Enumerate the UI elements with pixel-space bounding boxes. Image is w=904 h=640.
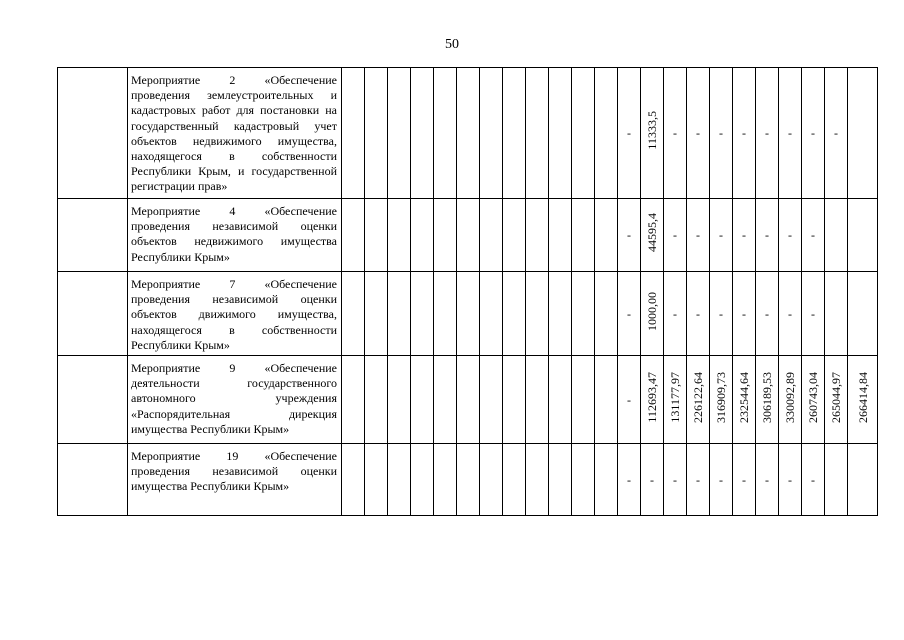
page-number: 50	[445, 37, 459, 52]
measure-description: Мероприятие 2 «Обеспечение проведения землеустроительных и кадастровых работ для постановки на государственный кадастровый учет объектов недвижимого имущества, находящегося в собственности Республики Крым, и государственной регистрации прав»	[128, 68, 342, 199]
code-cell	[58, 272, 128, 356]
value-cell: 1000,00	[645, 291, 659, 331]
measure-description: Мероприятие 7 «Обеспечение проведения независимой оценки объектов движимого имущества, находящегося в собственности Республики Крым»	[128, 272, 342, 356]
value-cell: -	[834, 126, 838, 140]
value-cell: 266414,84	[855, 371, 870, 423]
value-cell: -	[673, 228, 677, 242]
value-cell: -	[788, 306, 792, 321]
value-cell: 44595,4	[645, 213, 659, 252]
value-cell: 226122,64	[691, 371, 705, 423]
value-cell: 265044,97	[829, 371, 843, 423]
value-cell: -	[765, 472, 769, 487]
value-cell: -	[627, 126, 631, 140]
table-row	[58, 272, 878, 356]
value-cell: -	[627, 392, 631, 407]
value-cell: -	[696, 472, 700, 487]
budget-table	[57, 67, 878, 516]
code-cell	[58, 68, 128, 199]
value-cell: -	[811, 306, 815, 321]
value-cell: -	[742, 126, 746, 140]
value-cell: -	[742, 228, 746, 242]
value-cell: -	[765, 228, 769, 242]
value-cell: -	[765, 126, 769, 140]
measure-description: Мероприятие 9 «Обеспечение деятельности государственного автономного учреждения «Распорядительная дирекция имущества Республики Крым»	[128, 356, 342, 444]
value-cell: -	[719, 306, 723, 321]
value-cell: 330092,89	[783, 371, 797, 423]
value-cell: 306189,53	[760, 371, 774, 423]
code-cell	[58, 444, 128, 516]
value-cell: 11333,5	[645, 111, 659, 150]
value-cell: -	[811, 472, 815, 487]
value-cell: -	[788, 228, 792, 242]
table-row	[58, 444, 878, 516]
value-cell: 112693,47	[645, 371, 659, 423]
value-cell: -	[765, 306, 769, 321]
value-cell: -	[627, 306, 631, 321]
table-row	[58, 356, 878, 444]
value-cell: -	[811, 126, 815, 140]
code-cell	[58, 199, 128, 272]
value-cell: -	[811, 228, 815, 242]
value-cell: -	[742, 472, 746, 487]
value-cell: -	[673, 472, 677, 487]
value-cell: -	[673, 126, 677, 140]
measure-description: Мероприятие 4 «Обеспечение проведения независимой оценки объектов недвижимого имущества Республики Крым»	[128, 199, 342, 272]
code-cell	[58, 356, 128, 444]
value-cell: -	[650, 472, 654, 487]
value-cell: -	[696, 306, 700, 321]
value-cell: -	[719, 126, 723, 140]
table-row	[58, 199, 878, 272]
value-cell: -	[719, 472, 723, 487]
value-cell: 316909,73	[714, 371, 728, 423]
value-cell: -	[788, 126, 792, 140]
value-cell: -	[673, 306, 677, 321]
value-cell: -	[696, 126, 700, 140]
table-row	[58, 68, 878, 199]
measure-description: Мероприятие 19 «Обеспечение проведения независимой оценки имущества Республики Крым»	[128, 444, 342, 516]
value-cell: -	[627, 472, 631, 487]
value-cell: -	[719, 228, 723, 242]
value-cell: 131177,97	[668, 371, 682, 423]
value-cell: -	[696, 228, 700, 242]
value-cell: -	[788, 472, 792, 487]
value-cell: 232544,64	[737, 371, 751, 423]
value-cell: -	[742, 306, 746, 321]
value-cell: 260743,04	[806, 371, 820, 423]
value-cell: -	[627, 228, 631, 242]
